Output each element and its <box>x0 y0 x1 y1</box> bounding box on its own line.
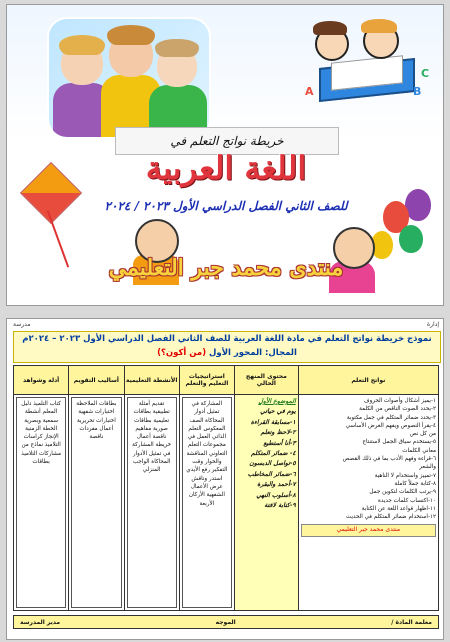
forum-tag: منتدى محمد جبر التعليمي <box>301 524 436 536</box>
outcome-item: معاني الكلمات <box>402 447 436 454</box>
balloon-icon <box>399 225 423 253</box>
child-hair <box>107 25 155 45</box>
forum-name-banner: منتدى محمد جبر التعليمي <box>108 255 344 281</box>
outcome-item: ٥-يستخدم سياق الجمل لاستنتاج <box>362 439 436 446</box>
teacher-signature-label: معلمة المادة / <box>391 618 432 626</box>
child-hair <box>155 39 199 57</box>
outcome-item: ٣-يحدد ضمائر المتكلم في جمل مكتوبة <box>346 414 436 421</box>
worksheet-title: نموذج خريطة نواتج التعلم في مادة اللغة العربية للصف الثاني الفصل الدراسي الأول ٢٠٢٣ – ٢٠٢٤م <box>22 334 432 344</box>
reading-kids-illustration <box>301 19 429 103</box>
worksheet-field <box>14 346 440 360</box>
activities-text: تقديم أمثلة تطبيقية بطاقات تعليمية بطاقات صورية مفاهيم ناقصة أعمال خريطة المشاركة في تمثيل الأدوار المحاكاة الواجب المنزلي <box>127 397 177 608</box>
outcome-item: ١-يميز أشكال وأصوات الحروف <box>363 398 436 404</box>
content-topic-heading: يوم في حياتي <box>260 408 296 416</box>
outcomes-cell <box>298 395 438 611</box>
content-lesson-item: ١-مسابقة القراءة <box>250 418 296 426</box>
letter-b: B <box>413 85 422 98</box>
evaluation-text: بطاقات الملاحظة اختبارات شفهية اختبارات تحريرية أعمال مفردات ناقصة <box>71 397 121 608</box>
outcome-item: ١١-اظهار قواعد اللغة عن الكتابة <box>361 505 436 512</box>
letter-c: C <box>421 67 430 80</box>
content-list <box>237 397 296 511</box>
content-lesson-item: ٩-كتابة لافتة <box>264 502 296 510</box>
column-header: الأنشطة التعليمية <box>124 366 179 395</box>
letter-a: A <box>305 85 314 98</box>
outcome-item: ٩-يرتب الكلمات لتكوين جمل <box>369 489 436 496</box>
outcome-item: ١٢-استخدام ضمائر المتكلم في الحديث <box>345 514 436 521</box>
principal-signature-label: مدير المدرسة <box>20 618 61 626</box>
strategies-cell <box>179 395 234 611</box>
content-cell <box>235 395 299 611</box>
cover-subtitle: للصف الثاني الفصل الدراسي الأول ٢٠٢٣ / ٢٠٢٤ <box>104 199 348 213</box>
table-row <box>14 395 439 611</box>
content-lesson-item: ٨-أسلوب النهي <box>256 491 296 499</box>
cover-header-label: خريطة نواتج التعلم في <box>115 127 339 155</box>
content-lesson-item: ٣-أنا أستطيع <box>263 439 296 447</box>
supervisor-signature-label: الموجه <box>215 618 236 626</box>
child-hair <box>59 35 105 55</box>
cartoon-child-hair <box>313 21 347 35</box>
field-label: المجال: المحور الأول <box>209 348 297 358</box>
outcome-item: ٨-كتابة جملاً كاملة <box>394 480 436 487</box>
signature-footer <box>13 615 439 629</box>
school-label: مدرسة <box>13 321 31 328</box>
column-header: نواتج التعلم <box>298 366 438 395</box>
outcome-item: والشعر <box>419 464 436 471</box>
outcome-item: ١٠-اكتساب كلمات جديدة <box>378 497 436 504</box>
content-topic-heading: الموضوع الأول <box>258 398 296 405</box>
worksheet-page <box>6 318 444 640</box>
column-header: أساليب التقويم <box>69 366 124 395</box>
strategies-text: المشاركة في تمثيل أدوار المحاكاة الصف المعكوس التعلم الذاتي العمل في مجموعات التعلم التعاوني المناقشة والحوار وقت التفكير رفع الأيدي استدر وناقش عرض الأعمال الشفهية الأركان الأربعة <box>182 397 232 608</box>
field-unit: (من أكون؟) <box>157 348 207 358</box>
administration-label: إدارة <box>426 321 439 328</box>
content-lesson-item: ٤- ضمائر المتكلم <box>251 450 296 458</box>
cartoon-child-hair <box>361 19 397 33</box>
content-lesson-item: ٢-لاحظ وتعلم <box>260 429 296 437</box>
outcome-item: ٦-قراءة وفهم الأدب بما في ذلك القصص <box>342 456 436 463</box>
learning-outcomes-table <box>13 365 439 611</box>
content-lesson-item: ٧-أحمد والبقرة <box>257 481 296 489</box>
outcome-item: من كل نص <box>409 431 436 438</box>
table-header-row <box>14 366 439 395</box>
worksheet-header <box>13 331 441 363</box>
cover-main-title: اللغة العربية <box>145 149 307 187</box>
worksheet-top-labels <box>13 321 439 328</box>
outcome-item: ٤-يقرأ النصوص ويفهم الغرض الأساسي <box>345 422 436 429</box>
outcome-item: ٢-يحدد الصوت الناقص من الكلمة <box>359 406 436 413</box>
column-header: أدلة وشواهد <box>14 366 69 395</box>
evidence-cell <box>14 395 69 611</box>
outcome-item: ٧-تمييز واستخدام لا الناهية <box>374 472 436 479</box>
content-lesson-item: ٥-تواصل الدبسون <box>249 460 296 468</box>
evaluation-cell <box>69 395 124 611</box>
evidence-text: كتاب التلميذ دليل المعلم أنشطة سمعية وبصرية الخطة الزمنية الإنجاز كراسات التلاميذ نماذج من مشاركات التلاميذ بطاقات <box>16 397 66 608</box>
content-lesson-item: ٦-ضمائر المخاطب <box>247 470 296 478</box>
column-header: استراتيجيات التعليم والتعلم <box>179 366 234 395</box>
activities-cell <box>124 395 179 611</box>
column-header: محتوى المنهج الحالي <box>235 366 299 395</box>
children-photo <box>47 17 211 139</box>
cover-page <box>6 4 444 306</box>
outcomes-list <box>301 397 436 521</box>
